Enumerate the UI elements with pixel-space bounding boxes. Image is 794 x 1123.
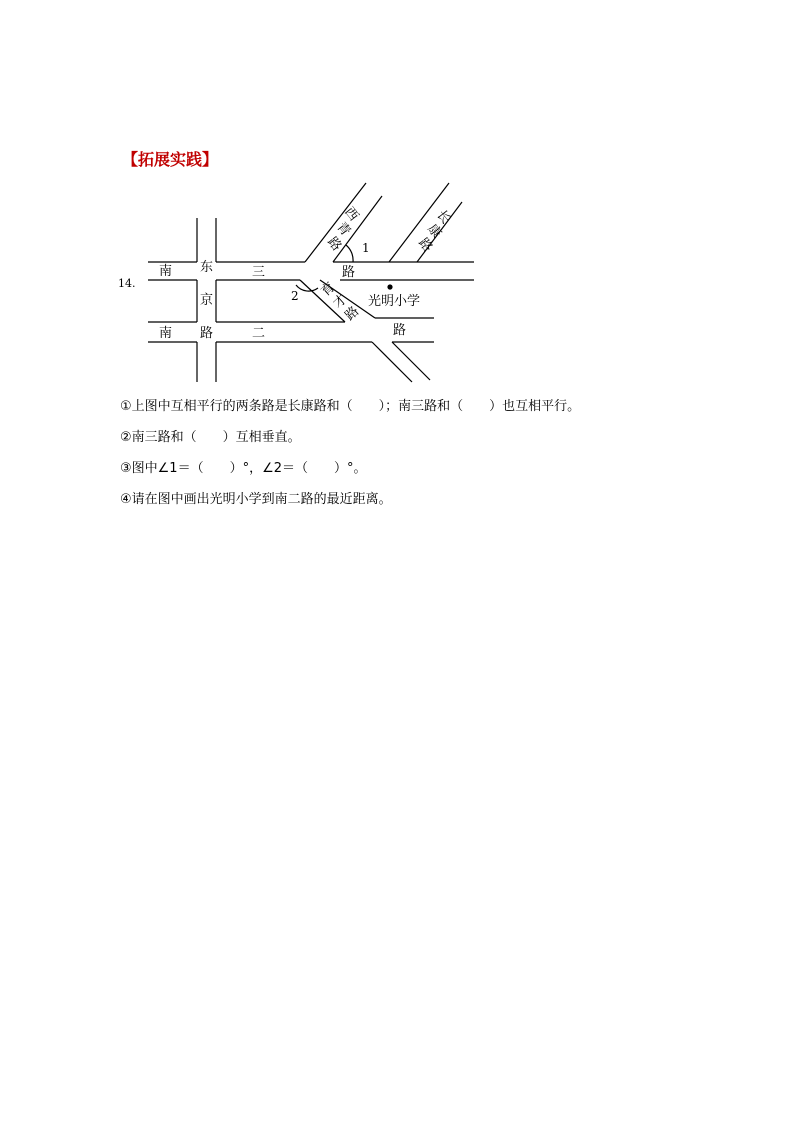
label-san: 三 [252, 265, 266, 280]
section-title: 【拓展实践】 [122, 150, 219, 169]
school-dot [387, 284, 392, 289]
angle-2-label: 2 [291, 289, 299, 303]
svg-text:长: 长 [433, 207, 454, 228]
angle-1-label: 1 [362, 241, 370, 255]
question-2: ②南三路和（ ）互相垂直。 [120, 430, 301, 445]
question-4: ④请在图中画出光明小学到南二路的最近距离。 [120, 492, 392, 507]
label-er: 二 [252, 326, 266, 341]
svg-text:育: 育 [318, 279, 339, 300]
label-nan-2: 南 [159, 326, 173, 341]
svg-text:路: 路 [342, 303, 363, 324]
svg-text:康: 康 [424, 221, 445, 242]
svg-text:青: 青 [333, 219, 354, 240]
svg-text:西: 西 [341, 204, 362, 225]
label-jing: 京 [200, 293, 214, 308]
svg-text:才: 才 [330, 291, 351, 312]
label-nan-1: 南 [159, 264, 173, 279]
question-1: ①上图中互相平行的两条路是长康路和（ ）；南三路和（ ）也互相平行。 [120, 399, 581, 414]
svg-text:路: 路 [415, 235, 436, 256]
label-lu-left: 路 [200, 326, 214, 341]
school-label: 光明小学 [368, 294, 421, 309]
label-lu-top: 路 [342, 265, 356, 280]
question-3: ③图中∠1＝（ ）°，∠2＝（ ）°。 [120, 461, 367, 476]
angle-1-arc [346, 245, 353, 262]
road-lines [148, 183, 474, 382]
svg-text:路: 路 [324, 234, 345, 255]
question-number: 14. [118, 277, 136, 290]
label-dong: 东 [200, 260, 214, 275]
label-lu-right: 路 [393, 323, 407, 338]
